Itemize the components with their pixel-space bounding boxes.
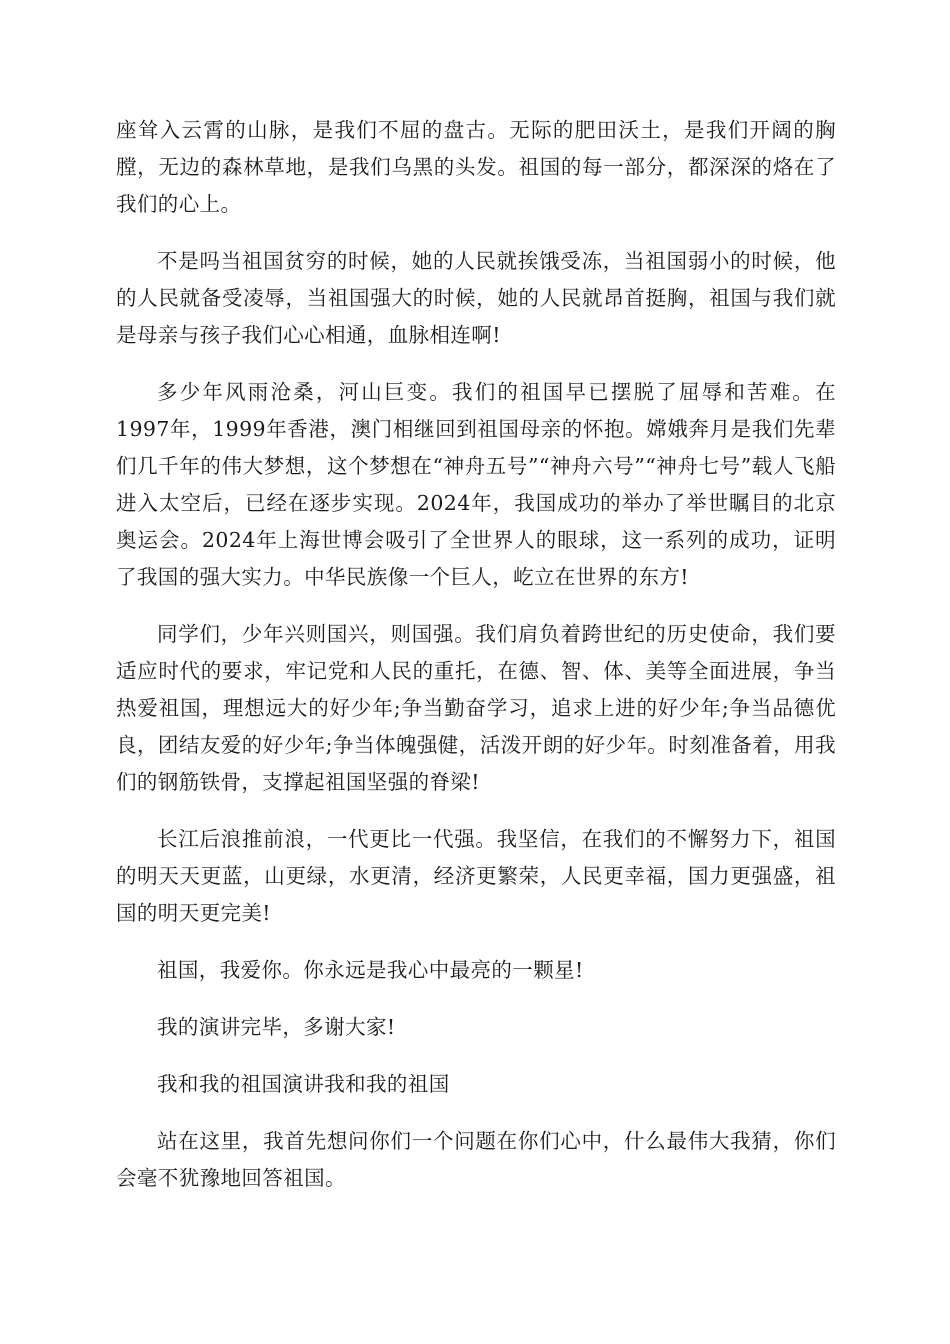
- paragraph-9: 站在这里，我首先想问你们一个问题在你们心中，什么最伟大我猜，你们会毫不犹豫地回答祖国。: [116, 1129, 836, 1190]
- paragraph-6: 祖国，我爱你。你永远是我心中最亮的一颗星!: [157, 958, 584, 982]
- paragraph-1: 座耸入云霄的山脉，是我们不屈的盘古。无际的肥田沃土，是我们开阔的胸膛，无边的森林草地，是我们乌黑的头发。祖国的每一部分，都深深的烙在了我们的心上。: [116, 118, 836, 216]
- paragraph-7: 我的演讲完毕，多谢大家!: [157, 1015, 396, 1039]
- document-body: [116, 112, 836, 1217]
- section-heading: 我和我的祖国演讲我和我的祖国: [157, 1072, 450, 1096]
- paragraph-4: 同学们，少年兴则国兴，则国强。我们肩负着跨世纪的历史使命，我们要适应时代的要求，牢记党和人民的重托，在德、智、体、美等全面进展，争当热爱祖国，理想远大的好少年;争当勤奋学习，追求上进的好少年;争当品德优良，团结友爱的好少年;争当体魄强健，活泼开朗的好少年。时刻准备着，用我们的钢筋铁骨，支撑起祖国坚强的脊梁!: [116, 622, 836, 794]
- paragraph-3: 多少年风雨沧桑，河山巨变。我们的祖国早已摆脱了屈辱和苦难。在1997年，1999年香港，澳门相继回到祖国母亲的怀抱。嫦娥奔月是我们先辈们几千年的伟大梦想，这个梦想在“神舟五号”“神舟六号”“神舟七号”载人飞船进入太空后，已经在逐步实现。2024年，我国成功的举办了举世瞩目的北京奥运会。2024年上海世博会吸引了全世界人的眼球，这一系列的成功，证明了我国的强大实力。中华民族像一个巨人，屹立在世界的东方!: [116, 380, 836, 589]
- paragraph-2: 不是吗当祖国贫穷的时候，她的人民就挨饿受冻，当祖国弱小的时候，他的人民就备受凌辱，当祖国强大的时候，她的人民就昂首挺胸，祖国与我们就是母亲与孩子我们心心相通，血脉相连啊!: [116, 249, 836, 347]
- paragraph-5: 长江后浪推前浪，一代更比一代强。我坚信，在我们的不懈努力下，祖国的明天天更蓝，山更绿，水更清，经济更繁荣，人民更幸福，国力更强盛，祖国的明天更完美!: [116, 827, 836, 925]
